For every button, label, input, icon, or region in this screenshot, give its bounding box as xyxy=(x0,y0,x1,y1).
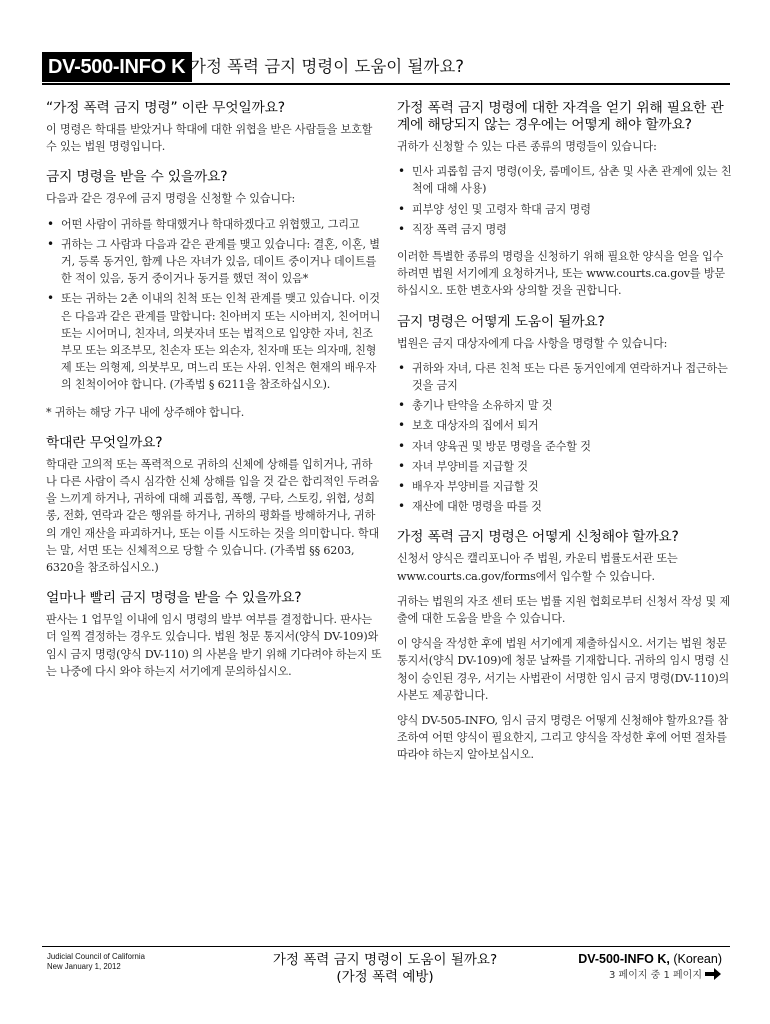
section-how-help xyxy=(397,314,733,516)
section-heading: 가정 폭력 금지 명령은 어떻게 신청해야 할까요? xyxy=(397,529,679,546)
list-item: • 민사 괴롭힘 금지 명령(이웃, 룸메이트, 삼촌 및 사촌 관계에 있는 친척에 대해 사용) xyxy=(397,163,733,197)
section-how-apply xyxy=(397,529,733,763)
section-heading: 금지 명령은 어떻게 도움이 될까요? xyxy=(397,313,605,330)
section-heading: “가정 폭력 금지 명령” 이란 무엇일까요? xyxy=(46,100,285,116)
header-divider xyxy=(42,83,730,85)
other-orders-list xyxy=(397,163,733,238)
footer-publisher xyxy=(47,952,145,972)
section-intro: 귀하가 신청할 수 있는 다른 종류의 명령들이 있습니다: xyxy=(397,140,657,153)
section-how-soon xyxy=(46,590,382,680)
section-paragraph: 귀하는 법원의 자조 센터 또는 법률 지원 협회로부터 신청서 작성 및 제출에 대한 도움을 받을 수 있습니다. xyxy=(397,594,731,626)
eligibility-list xyxy=(46,216,382,394)
section-heading: 가정 폭력 금지 명령에 대한 자격을 얻기 위해 필요한 관계에 해당되지 않는 경우에는 어떻게 해야 할까요? xyxy=(397,100,724,133)
footer-form-info xyxy=(578,952,722,986)
footer-language: (Korean) xyxy=(673,952,722,966)
court-orders-list xyxy=(397,360,733,516)
section-heading: 얼마나 빨리 금지 명령을 받을 수 있을까요? xyxy=(46,590,302,607)
footer-form-id-line xyxy=(578,952,722,967)
list-item: • 귀하는 그 사람과 다음과 같은 관계를 맺고 있습니다: 결혼, 이혼, 별거, 등록 동거인, 함께 나은 자녀가 있음, 데이트 중이거나 데이트를 한 적이 있음, 동거 중이거나 동거를 했던 적이 있음* xyxy=(46,236,382,288)
list-item: • 자녀 부양비를 지급할 것 xyxy=(397,458,733,475)
list-item: • 피부양 성인 및 고령자 학대 금지 명령 xyxy=(397,201,733,218)
arrow-right-icon xyxy=(704,967,722,986)
section-eligibility xyxy=(46,169,382,420)
right-column xyxy=(397,100,733,778)
section-not-related xyxy=(397,100,733,300)
page-header xyxy=(42,52,730,82)
section-paragraph: 양식 DV-505-INFO, 임시 금지 명령은 어떻게 신청해야 할까요?를 참조하여 어떤 양식이 필요한지, 그리고 양식을 작성한 후에 어떤 절차를 따라야 하는지 알아보십시오. xyxy=(397,714,729,762)
section-paragraph: 이 양식을 작성한 후에 법원 서기에게 제출하십시오. 서기는 법원 청문 통지서(양식 DV-109)에 청문 날짜를 기재합니다. 귀하의 임시 명령 신청이 승인된 경우, 서기는 사법관이 서명한 임시 금지 명령(DV-110)의 사본도 제공합니다. xyxy=(397,637,730,702)
section-heading: 금지 명령을 받을 수 있을까요? xyxy=(46,169,228,186)
section-abuse xyxy=(46,435,382,576)
section-heading: 학대란 무엇일까요? xyxy=(46,434,163,451)
footer-title: 가정 폭력 금지 명령이 도움이 될까요? xyxy=(272,952,498,968)
list-item: • 총기나 탄약을 소유하지 말 것 xyxy=(397,397,733,414)
list-item: • 배우자 부양비를 지급할 것 xyxy=(397,478,733,495)
list-item: • 또는 귀하는 2촌 이내의 친척 또는 인척 관계를 맺고 있습니다. 이것은 다음과 같은 관계를 말합니다: 친아버지 또는 시아버지, 친어머니 또는 시어머니, 친자녀, 의붓자녀 또는 법적으로 입양한 자녀, 친조부모 또는 외조부모, 친손자 또는 외손자, 친자매 또는 의자매, 친형제 또는 의형제, 의붓부모, 며느리 또는 사위. 인척은 현재의 배우자의 친척이어야 합니다. (가족법 § 6211을 참조하십시오). xyxy=(46,290,382,393)
list-item: • 어떤 사람이 귀하를 학대했거나 학대하겠다고 위협했고, 그리고 xyxy=(46,216,382,233)
footer-page-line xyxy=(578,967,722,986)
section-what-is xyxy=(46,100,382,155)
form-number-badge: DV-500-INFO K xyxy=(42,52,192,82)
footer-title-block xyxy=(180,952,590,986)
section-paragraph: 신청서 양식은 캘리포니아 주 법원, 카운티 법률도서관 또는 www.courts.ca.gov/forms에서 입수할 수 있습니다. xyxy=(397,552,678,583)
page-title: 가정 폭력 금지 명령이 도움이 될까요? xyxy=(190,57,465,76)
council-name: Judicial Council of California xyxy=(47,952,145,961)
footer-subtitle: (가정 폭력 예방) xyxy=(336,969,434,985)
list-item: • 재산에 대한 명령을 따를 것 xyxy=(397,498,733,515)
footnote: * 귀하는 해당 가구 내에 상주해야 합니다. xyxy=(46,405,245,419)
section-intro: 다음과 같은 경우에 금지 명령을 신청할 수 있습니다: xyxy=(46,192,296,206)
section-body: 판사는 1 업무일 이내에 임시 명령의 발부 여부를 결정합니다. 판사는 더 일찍 결정하는 경우도 있습니다. 법원 청문 통지서(양식 DV-109)와 임시 금지 명령(양식 DV-110) 의 사본을 받기 위해 기다려야 하는지 또는 나중에 다시 와야 하는지 서기에게 문의하십시오. xyxy=(46,613,382,678)
list-item: • 직장 폭력 금지 명령 xyxy=(397,221,733,238)
left-column xyxy=(46,100,382,694)
section-intro: 법원은 금지 대상자에게 다음 사항을 명령할 수 있습니다: xyxy=(397,336,668,350)
footer-form-id: DV-500-INFO K, xyxy=(578,952,670,966)
section-body: 이 명령은 학대를 받았거나 학대에 대한 위협을 받은 사람들을 보호할 수 있는 법원 명령입니다. xyxy=(46,123,373,154)
list-item: • 귀하와 자녀, 다른 친척 또는 다른 동거인에게 연락하거나 접근하는 것을 금지 xyxy=(397,360,733,394)
list-item: • 자녀 양육권 및 방문 명령을 준수할 것 xyxy=(397,438,733,455)
revision-date: New January 1, 2012 xyxy=(47,962,121,971)
page-number: 3 페이지 중 1 페이지 xyxy=(608,970,702,981)
section-body: 학대란 고의적 또는 폭력적으로 귀하의 신체에 상해를 입히거나, 귀하나 다른 사람이 즉시 심각한 신체 상해를 입을 것 같은 합리적인 두려움을 느끼게 하거나, 귀하에 대해 괴롭힘, 폭행, 구타, 스토킹, 위협, 성희롱, 전화, 연락과 같은 행위를 하거나, 귀하의 평화를 방해하거나, 귀하의 개인 재산을 파괴하거나, 또는 이를 시도하는 것을 의미합니다. 학대는 말, 서면 또는 신체적으로 당할 수 있습니다. (가족법 §§ 6203, 6320을 참조하십시오.) xyxy=(46,457,380,575)
footer-divider xyxy=(42,946,730,947)
list-item: • 보호 대상자의 집에서 퇴거 xyxy=(397,417,733,434)
section-body: 이러한 특별한 종류의 명령을 신청하기 위해 필요한 양식을 얻을 입수하려면 법원 서기에게 요청하거나, 또는 www.courts.ca.gov를 방문하십시오. 또한 변호사와 상의할 것을 권합니다. xyxy=(397,250,725,298)
